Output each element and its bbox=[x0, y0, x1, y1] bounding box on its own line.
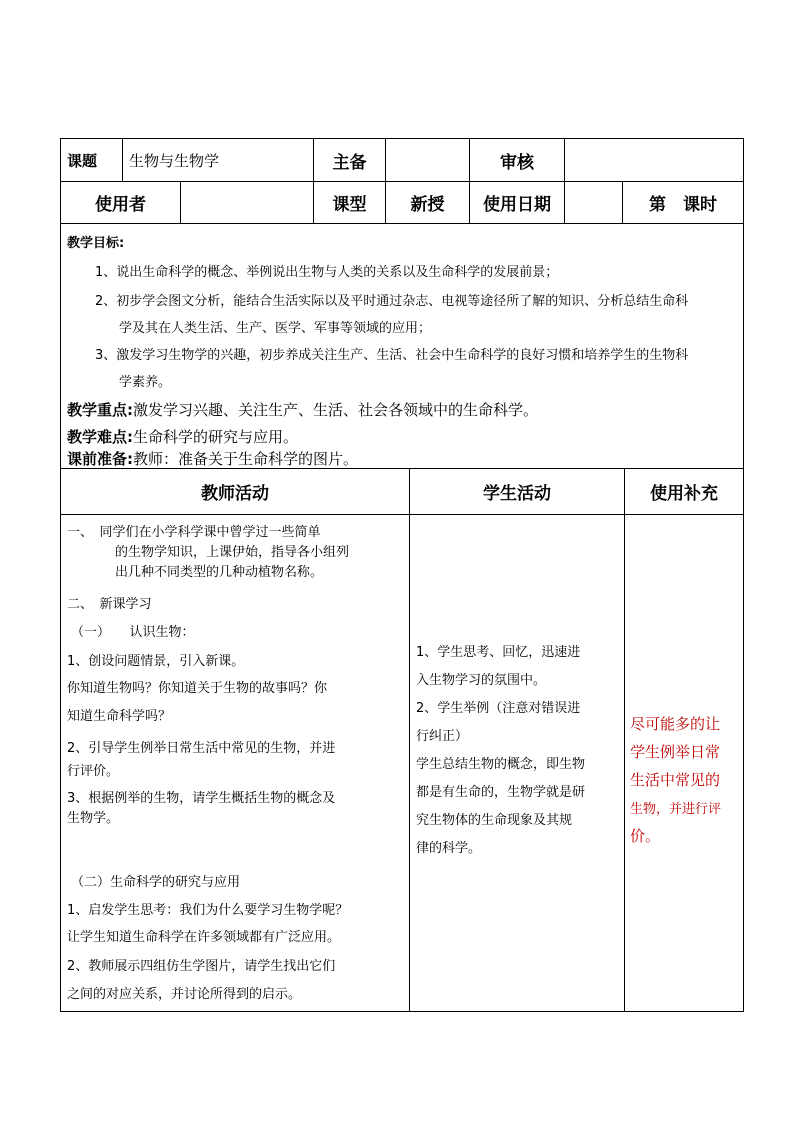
teacher-line: 2、教师展示四组仿生学图片，请学生找出它们 bbox=[67, 959, 336, 974]
teacher-line: 1、创设问题情景，引入新课。 bbox=[67, 654, 245, 669]
supplement-line: 生物，并进行评 bbox=[630, 802, 722, 817]
teacher-line: 3、根据例举的生物，请学生概括生物的概念及 bbox=[67, 791, 336, 806]
objective-item: 学素养。 bbox=[119, 375, 172, 390]
student-line: 入生物学习的氛围中。 bbox=[416, 673, 547, 688]
teacher-line: 让学生知道生命科学在许多领域都有广泛应用。 bbox=[67, 930, 341, 945]
topic-label: 课题 bbox=[61, 139, 123, 181]
objective-item: 3、激发学习生物学的兴趣，初步养成关注生产、生活、社会中生命科学的良好习惯和培养学生的生物科 bbox=[95, 348, 689, 363]
student-activity-cell bbox=[410, 515, 625, 1011]
header-row-2 bbox=[61, 182, 743, 224]
teacher-line: 你知道生物吗？你知道关于生物的故事吗？你 bbox=[67, 681, 328, 696]
user-value bbox=[181, 182, 314, 223]
review-value bbox=[565, 139, 743, 181]
type-label: 课型 bbox=[314, 182, 386, 223]
teacher-activity-cell bbox=[61, 515, 410, 1011]
key-label: 教学重点: bbox=[67, 401, 133, 419]
type-value: 新授 bbox=[386, 182, 470, 223]
student-line: 行纠正） bbox=[416, 729, 469, 744]
teacher-line: 的生物学知识，上课伊始，指导各小组列 bbox=[115, 545, 350, 560]
header-row-1 bbox=[61, 139, 743, 182]
difficulty-point bbox=[67, 426, 298, 447]
teacher-line: 行评价。 bbox=[67, 764, 120, 779]
activity-header-row bbox=[61, 469, 743, 515]
prep-value bbox=[386, 139, 470, 181]
teacher-line: 之间的对应关系，并讨论所得到的启示。 bbox=[67, 987, 302, 1002]
difficulty-text: 生命科学的研究与应用。 bbox=[133, 428, 299, 446]
user-label: 使用者 bbox=[61, 182, 181, 223]
teacher-line: 二、 新课学习 bbox=[67, 597, 152, 612]
prep-label: 主备 bbox=[314, 139, 386, 181]
review-label: 审核 bbox=[470, 139, 565, 181]
student-line: 都是有生命的，生物学就是研 bbox=[416, 785, 586, 800]
class-prep-label: 课前准备: bbox=[67, 450, 133, 468]
teacher-line: 出几种不同类型的几种动植物名称。 bbox=[115, 565, 324, 580]
supplement-cell bbox=[625, 515, 743, 1011]
supplement-line: 生活中常见的 bbox=[630, 771, 721, 789]
class-prep bbox=[67, 448, 358, 469]
teacher-activity-header: 教师活动 bbox=[61, 469, 410, 514]
student-line: 1、学生思考、回忆，迅速进 bbox=[416, 645, 581, 660]
teacher-line: （二）生命科学的研究与应用 bbox=[71, 875, 241, 890]
supplement-line: 价。 bbox=[630, 827, 661, 845]
difficulty-label: 教学难点: bbox=[67, 428, 133, 446]
key-point bbox=[67, 399, 538, 420]
teacher-line: 一、 同学们在小学科学课中曾学过一些简单 bbox=[67, 525, 321, 540]
supplement-line: 尽可能多的让 bbox=[630, 715, 721, 733]
date-label: 使用日期 bbox=[470, 182, 565, 223]
topic-value: 生物与生物学 bbox=[123, 139, 314, 181]
lesson-plan-table bbox=[60, 138, 744, 1012]
objectives-section bbox=[61, 224, 743, 469]
teacher-line: 知道生命科学吗？ bbox=[67, 709, 172, 724]
date-value bbox=[565, 182, 623, 223]
supplement-header: 使用补充 bbox=[650, 484, 718, 504]
objective-item: 2、初步学会图文分析，能结合生活实际以及平时通过杂志、电视等途径所了解的知识、分析总结生命科 bbox=[95, 294, 689, 309]
teacher-line: 2、引导学生例举日常生活中常见的生物，并进 bbox=[67, 741, 336, 756]
key-text: 激发学习兴趣、关注生产、生活、社会各领域中的生命科学。 bbox=[133, 401, 539, 419]
teacher-line: （一） 认识生物： bbox=[71, 625, 195, 640]
student-line: 学生总结生物的概念，即生物 bbox=[416, 757, 586, 772]
student-line: 2、学生举例（注意对错误进 bbox=[416, 701, 581, 716]
student-activity-header: 学生活动 bbox=[410, 469, 625, 514]
class-prep-text: 教师：准备关于生命科学的图片。 bbox=[133, 450, 359, 468]
objective-item: 学及其在人类生活、生产、医学、军事等领域的应用； bbox=[119, 321, 432, 336]
objective-item: 1、说出生命科学的概念、举例说出生物与人类的关系以及生命科学的发展前景； bbox=[95, 265, 559, 280]
teacher-line: 生物学。 bbox=[67, 811, 120, 826]
activity-body-row bbox=[61, 515, 743, 1011]
objectives-title: 教学目标: bbox=[67, 236, 125, 251]
supplement-line: 学生例举日常 bbox=[630, 743, 721, 761]
period-label: 第 课时 bbox=[649, 195, 717, 215]
student-line: 究生物体的生命现象及其规 bbox=[416, 813, 573, 828]
teacher-line: 1、启发学生思考：我们为什么要学习生物学呢？ bbox=[67, 903, 349, 918]
student-line: 律的科学。 bbox=[416, 841, 482, 856]
